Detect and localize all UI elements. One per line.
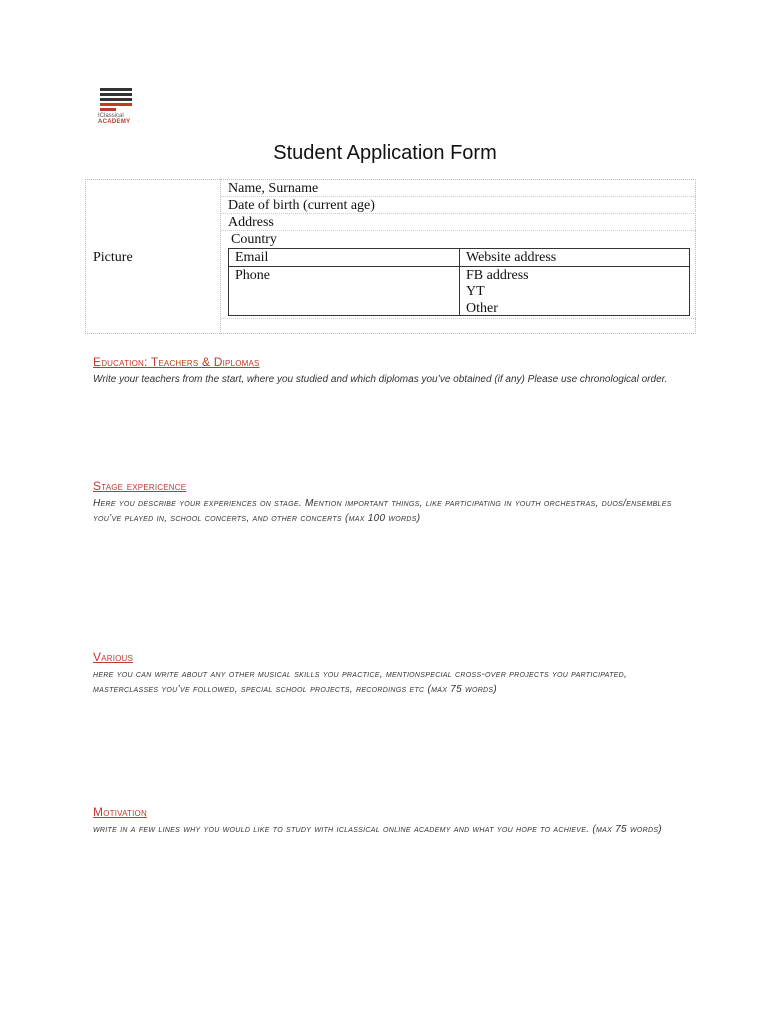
contact-table [228,248,690,316]
section-description: Write your teachers from the start, where you studied and which diplomas you’ve obtained (if any) Please use chronological order. [93,374,668,385]
section-motivation [93,804,693,837]
field-address[interactable]: Address [221,214,696,231]
section-heading: Education: Teachers & Diplomas [93,355,260,369]
field-fb[interactable]: FB address [466,268,529,283]
section-heading: Motivation [93,805,147,819]
field-country[interactable]: Country [231,232,277,247]
logo-mark-icon [100,88,134,112]
field-name-surname[interactable]: Name, Surname [221,180,696,197]
page-title: Student Application Form [273,142,497,164]
field-yt[interactable]: YT [466,284,485,299]
section-various [93,649,693,697]
academy-logo [98,88,138,125]
logo-line2: ACADEMY [98,119,131,125]
info-table-bottom-row [221,318,696,334]
section-stage-experience [93,478,693,526]
section-description: Here you describe your experiences on stage. Mention important things, like participating in youth orchestras, duos/ensembles you’ve played in, school concerts, and other concerts (max 100 words) [93,498,672,524]
field-phone[interactable]: Phone [235,268,270,283]
field-other[interactable]: Other [466,301,498,316]
section-description: write in a few lines why you would like to study with iclassical online academy and what you hope to achieve. (max 75 words) [93,824,662,835]
field-date-of-birth[interactable]: Date of birth (current age) [221,197,696,214]
field-email[interactable]: Email [235,250,269,265]
section-description: here you can write about any other musical skills you practice, mentionspecial cross-over projects you participated, masterclasses you’ve followed, special school projects, recordings etc (max 75 words) [93,669,628,695]
section-education [93,354,693,387]
logo-text [98,113,138,125]
section-heading: Various [93,650,134,664]
section-heading: Stage expericence [93,479,187,493]
picture-label: Picture [93,250,133,265]
logo-line1: IClassical [98,113,124,119]
field-website[interactable]: Website address [466,250,557,265]
